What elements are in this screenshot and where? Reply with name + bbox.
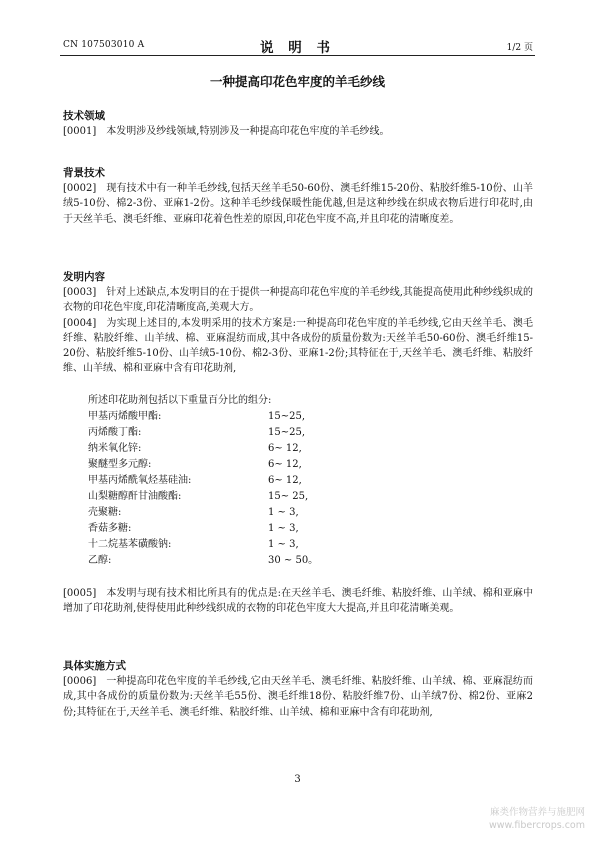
section-invention — [63, 270, 533, 376]
component-name: 壳聚糖: — [88, 507, 122, 518]
component-name: 乙醇: — [88, 555, 112, 566]
section-background — [63, 166, 533, 227]
composition-item — [88, 441, 448, 457]
section-embodiment — [63, 659, 533, 720]
composition-item — [88, 473, 448, 489]
paragraph-0003 — [63, 285, 533, 315]
paragraph-text: 一种提高印花色牢度的羊毛纱线,它由天丝羊毛、澳毛纤维、粘胶纤维、山羊绒、棉、亚麻混纺而成,其中各成份的质量份数为:天丝羊毛55份、澳毛纤维18份、粘胶纤维7份、山羊绒7份、棉2份、亚麻2份;其特征在于,天丝羊毛、澳毛纤维、粘胶纤维、山羊绒、棉和亚麻中含有印花助剂, — [63, 676, 533, 718]
document-number: CN 107503010 A — [63, 40, 145, 50]
component-amount: 6~ 12, — [268, 459, 302, 470]
composition-item — [88, 505, 448, 521]
composition-item — [88, 521, 448, 537]
watermark-site-name: 麻类作物营养与施肥网 — [489, 807, 585, 818]
page-number: 3 — [294, 774, 301, 785]
paragraph-number: [0003] — [63, 287, 97, 299]
composition-item — [88, 489, 448, 505]
paragraph-number: [0004] — [63, 317, 97, 329]
paragraph-text: 为实现上述目的,本发明采用的技术方案是:一种提高印花色牢度的羊毛纱线,它由天丝羊毛、澳毛纤维、粘胶纤维、山羊绒、棉、亚麻混纺而成,其中各成份的质量份数为:天丝羊毛50-60份、澳毛纤维15-20份、粘胶纤维5-10份、山羊绒5-10份、棉2-3份、亚麻1-2份;其特征在于,天丝羊毛、澳毛纤维、粘胶纤维、山羊绒、棉和亚麻中含有印花助剂, — [63, 317, 533, 375]
paragraph-0002 — [63, 181, 533, 227]
component-name: 甲基丙烯酰氧烃基硅油: — [88, 475, 192, 486]
paragraph-text: 针对上述缺点,本发明目的在于提供一种提高印花色牢度的羊毛纱线,其能提高使用此种纱线织成的衣物的印花色牢度,印花清晰度高,美观大方。 — [63, 287, 533, 314]
watermark-url: www.fibercrops.com — [488, 820, 585, 831]
paragraph-0005-block — [63, 586, 533, 616]
component-amount: 6~ 12, — [268, 443, 302, 454]
paragraph-text: 本发明与现有技术相比所具有的优点是:在天丝羊毛、澳毛纤维、粘胶纤维、山羊绒、棉和亚麻中增加了印花助剂,使得使用此种纱线织成的衣物的印花色牢度大大提高,并且印花清晰美观。 — [63, 588, 533, 615]
section-heading: 发明内容 — [63, 271, 105, 283]
paragraph-0004 — [63, 316, 533, 377]
component-amount: 30 ~ 50。 — [268, 555, 319, 566]
component-name: 十二烷基苯磺酸钠: — [88, 539, 172, 550]
composition-item — [88, 425, 448, 441]
composition-intro: 所述印花助剂包括以下重量百分比的组分: — [88, 395, 272, 406]
document-title: 一种提高印花色牢度的羊毛纱线 — [209, 74, 385, 89]
section-heading: 背景技术 — [63, 167, 105, 179]
paragraph-0001 — [63, 124, 533, 139]
component-name: 丙烯酸丁酯: — [88, 427, 142, 438]
composition-item — [88, 409, 448, 425]
paragraph-text: 现有技术中有一种羊毛纱线,包括天丝羊毛50-60份、澳毛纤维15-20份、粘胶纤维5-10份、山羊绒5-10份、棉2-3份、亚麻1-2份。这种羊毛纱线保暖性能优越,但是这种纱线在织成衣物后进行印花时,由于天丝羊毛、澳毛纤维、亚麻印花着色性差的原因,印花色牢度不高,并且印花的清晰度差。 — [63, 183, 533, 225]
paragraph-0005 — [63, 586, 533, 616]
section-heading: 技术领域 — [63, 110, 105, 122]
composition-list — [88, 393, 448, 569]
paragraph-number: [0005] — [63, 588, 97, 599]
component-amount: 1 ~ 3, — [268, 539, 299, 550]
header-divider — [60, 55, 535, 56]
component-amount: 1 ~ 3, — [268, 507, 299, 518]
component-name: 山梨糖醇酐甘油酸酯: — [88, 491, 182, 502]
component-name: 香菇多糖: — [88, 523, 132, 534]
composition-item — [88, 457, 448, 473]
component-amount: 15~25, — [268, 411, 306, 422]
watermark — [489, 806, 585, 832]
section-heading: 具体实施方式 — [63, 660, 126, 672]
composition-item — [88, 553, 448, 569]
paragraph-number: [0002] — [63, 183, 97, 195]
document-type-heading: 说 明 书 — [260, 40, 335, 56]
component-name: 甲基丙烯酸甲酯: — [88, 411, 162, 422]
composition-item — [88, 537, 448, 553]
page-indicator: 1/2 页 — [506, 43, 533, 53]
paragraph-text: 本发明涉及纱线领域,特别涉及一种提高印花色牢度的羊毛纱线。 — [106, 126, 390, 138]
section-technical-field — [63, 109, 533, 139]
component-amount: 15~25, — [268, 427, 306, 438]
component-amount: 15~ 25, — [268, 491, 309, 502]
component-name: 纳米氧化锌: — [88, 443, 142, 454]
paragraph-number: [0006] — [63, 676, 97, 688]
component-amount: 1 ~ 3, — [268, 523, 299, 534]
paragraph-number: [0001] — [63, 126, 97, 138]
paragraph-0006 — [63, 674, 533, 720]
component-amount: 6~ 12, — [268, 475, 302, 486]
component-name: 聚醚型多元醇: — [88, 459, 152, 470]
